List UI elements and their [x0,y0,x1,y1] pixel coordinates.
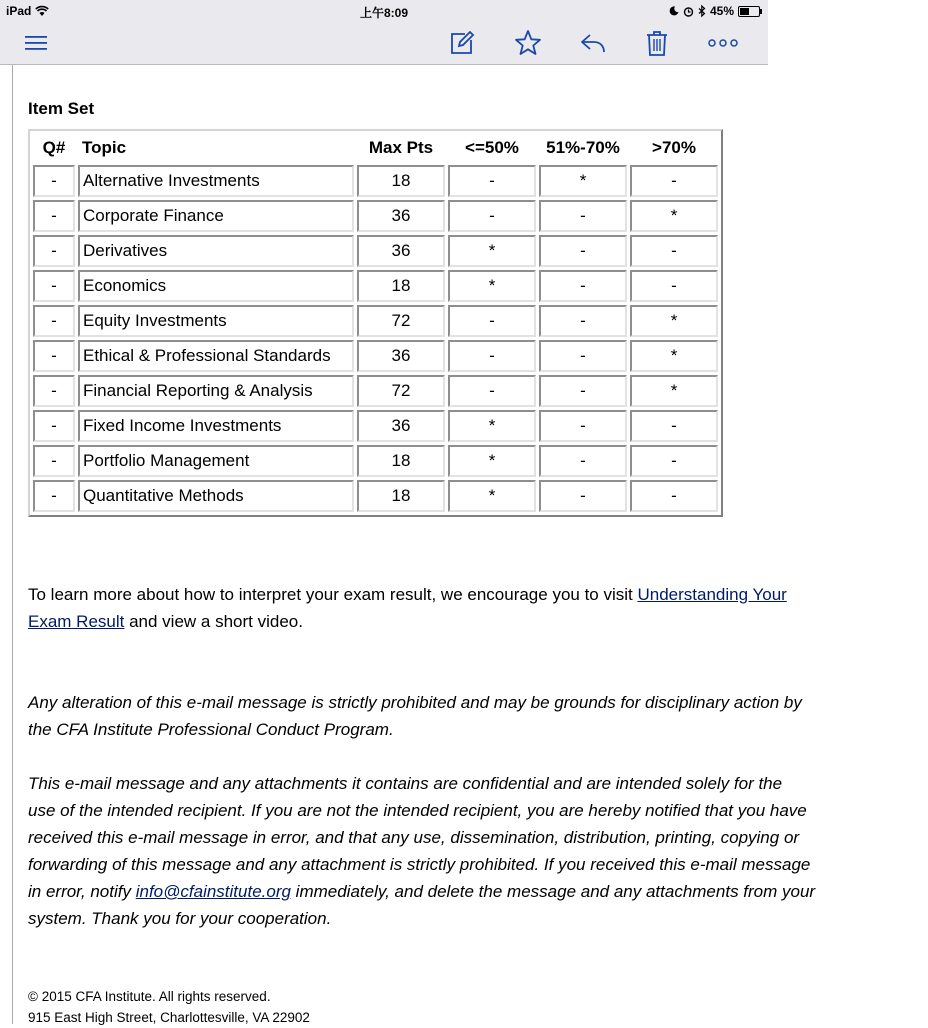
table-header-row [33,134,718,162]
more-icon [708,38,738,48]
cell-gt-70: - [630,410,718,442]
cell-51-70: * [539,165,627,197]
header-q: Q# [42,138,66,157]
table-row [33,200,718,232]
cell-gt-70: - [630,270,718,302]
cell-topic: Derivatives [78,235,354,267]
learn-more-suffix: and view a short video. [124,612,303,631]
footer-address: 915 East High Street, Charlottesville, VA 22902 [28,1010,310,1025]
cell-max-pts: 36 [357,235,445,267]
cell-topic: Ethical & Professional Standards [78,340,354,372]
compose-icon [449,30,475,56]
cell-topic: Financial Reporting & Analysis [78,375,354,407]
learn-more-line2 [28,608,303,635]
menu-button[interactable] [19,26,53,60]
cell-le-50: - [448,340,536,372]
cell-le-50: - [448,200,536,232]
cell-max-pts: 18 [357,480,445,512]
disclaimer2-line4: forwarding of this message and any attachment is strictly prohibited. If you received this e-mail message [28,855,811,874]
trash-icon [646,30,668,56]
cell-q: - [33,235,75,267]
cell-gt-70: * [630,375,718,407]
table-row [33,410,718,442]
header-gt-70: >70% [652,138,696,157]
more-button[interactable] [706,26,740,60]
cell-q: - [33,375,75,407]
mail-toolbar [0,22,768,65]
favorite-button[interactable] [511,26,545,60]
cell-q: - [33,340,75,372]
cell-q: - [33,410,75,442]
cell-51-70: - [539,305,627,337]
cell-gt-70: - [630,235,718,267]
learn-more-prefix: To learn more about how to interpret your exam result, we encourage you to visit [28,585,638,604]
cell-max-pts: 72 [357,375,445,407]
disclaimer1-line2: the CFA Institute Professional Conduct Program. [28,720,394,739]
cell-q: - [33,445,75,477]
cell-q: - [33,480,75,512]
disclaimer2-line1: This e-mail message and any attachments it contains are confidential and are intended solely for the [28,774,783,793]
cell-le-50: * [448,410,536,442]
cell-le-50: * [448,270,536,302]
cell-51-70: - [539,340,627,372]
table-row [33,480,718,512]
alarm-icon [683,6,694,17]
item-set-table [28,129,723,517]
disclaimer1-line1: Any alteration of this e-mail message is strictly prohibited and may be grounds for disciplinary action by [28,693,802,712]
menu-icon [24,34,48,52]
table-row [33,235,718,267]
cell-max-pts: 36 [357,200,445,232]
cell-q: - [33,165,75,197]
cell-gt-70: * [630,200,718,232]
device-label: iPad [6,4,32,18]
footer-copyright: © 2015 CFA Institute. All rights reserved. [28,989,271,1004]
cell-51-70: - [539,270,627,302]
cell-gt-70: - [630,165,718,197]
cell-gt-70: - [630,480,718,512]
cell-topic: Portfolio Management [78,445,354,477]
reply-button[interactable] [576,26,610,60]
cell-51-70: - [539,200,627,232]
cell-topic: Quantitative Methods [78,480,354,512]
email-link[interactable]: info@cfainstitute.org [135,882,291,901]
cell-topic: Economics [78,270,354,302]
cell-le-50: - [448,165,536,197]
learn-more-line1 [28,581,787,608]
status-time: 上午8:09 [359,6,409,20]
cell-q: - [33,305,75,337]
cell-51-70: - [539,480,627,512]
cell-51-70: - [539,445,627,477]
header-topic: Topic [82,138,127,157]
table-row [33,340,718,372]
cell-51-70: - [539,410,627,442]
cell-max-pts: 36 [357,340,445,372]
table-row [33,445,718,477]
status-bar [0,0,768,22]
disclaimer2-line2: use of the intended recipient. If you are not the intended recipient, you are hereby notified that you have [28,801,807,820]
header-le-50: <=50% [465,138,519,157]
cell-q: - [33,270,75,302]
cell-51-70: - [539,375,627,407]
email-body[interactable] [12,65,816,1025]
battery-percent: 45% [709,4,734,18]
disclaimer2-line5 [28,878,815,905]
cell-le-50: * [448,445,536,477]
table-row [33,165,718,197]
understanding-result-link[interactable]: Understanding Your [637,585,787,604]
table-row [33,270,718,302]
cell-le-50: * [448,480,536,512]
moon-icon [669,6,679,16]
cell-gt-70: * [630,305,718,337]
header-max-pts: Max Pts [368,138,434,157]
disclaimer2-line5-suffix: immediately, and delete the message and any attachments from your [290,882,816,901]
trash-button[interactable] [640,26,674,60]
cell-le-50: - [448,375,536,407]
disclaimer2-line6: system. Thank you for your cooperation. [28,909,332,928]
exam-result-link[interactable]: Exam Result [28,612,125,631]
cell-max-pts: 18 [357,270,445,302]
cell-topic: Fixed Income Investments [78,410,354,442]
cell-topic: Equity Investments [78,305,354,337]
cell-max-pts: 18 [357,165,445,197]
star-icon [514,29,542,57]
cell-le-50: - [448,305,536,337]
status-right [669,4,760,18]
cell-topic: Alternative Investments [78,165,354,197]
cell-max-pts: 18 [357,445,445,477]
bluetooth-icon [698,5,706,17]
cell-le-50: * [448,235,536,267]
cell-q: - [33,200,75,232]
item-set-title: Item Set [28,99,95,118]
cell-gt-70: * [630,340,718,372]
table-row [33,375,718,407]
battery-icon [738,6,760,17]
cell-max-pts: 72 [357,305,445,337]
table-row [33,305,718,337]
cell-max-pts: 36 [357,410,445,442]
cell-topic: Corporate Finance [78,200,354,232]
disclaimer2-line3: received this e-mail message in error, and that any use, dissemination, distribution, printing, copying or [28,828,800,847]
cell-51-70: - [539,235,627,267]
reply-icon [579,31,607,55]
disclaimer2-line5-prefix: in error, notify [28,882,136,901]
compose-button[interactable] [445,26,479,60]
header-51-70: 51%-70% [546,138,620,157]
cell-gt-70: - [630,445,718,477]
